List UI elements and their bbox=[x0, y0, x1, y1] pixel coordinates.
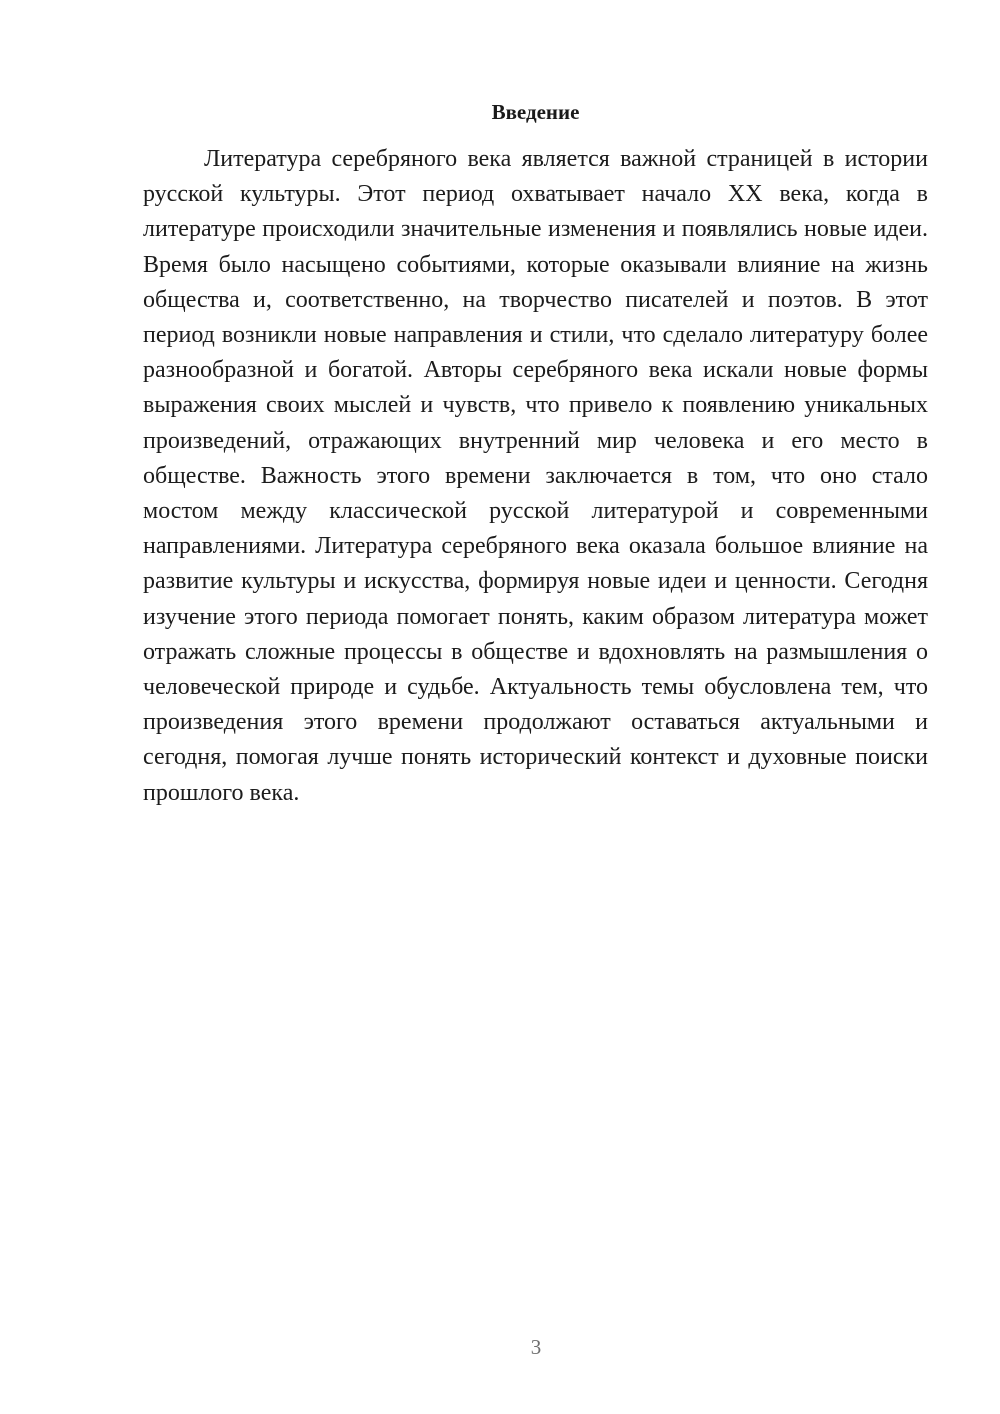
page-number: 3 bbox=[530, 1335, 542, 1359]
section-heading: Введение bbox=[491, 100, 580, 124]
body-paragraph: Литература серебряного века является важной страницей в истории русской культуры. Этот период охватывает начало XX века, когда в литературе происходили значительные изменения и появлялись новые идеи. Время было насыщено событиями, которые оказывали влияние на жизнь общества и, соответственно, на творчество писателей и поэтов. В этот период возникли новые направления и стили, что сделало литературу более разнообразной и богатой. Авторы серебряного века искали новые формы выражения своих мыслей и чувств, что привело к появлению уникальных произведений, отражающих внутренний мир человека и его место в обществе. Важность этого времени заключается в том, что оно стало мостом между классической русской литературой и современными направлениями. Литература серебряного века оказала большое влияние на развитие культуры и искусства, формируя новые идеи и ценности. Сегодня изучение этого периода помогает понять, каким образом литература может отражать сложные процессы в обществе и вдохновлять на размышления о человеческой природе и судьбе. Актуальность темы обусловлена тем, что произведения этого времени продолжают оставаться актуальными и сегодня, помогая лучше понять исторический контекст и духовные поиски прошлого века. bbox=[143, 146, 928, 806]
